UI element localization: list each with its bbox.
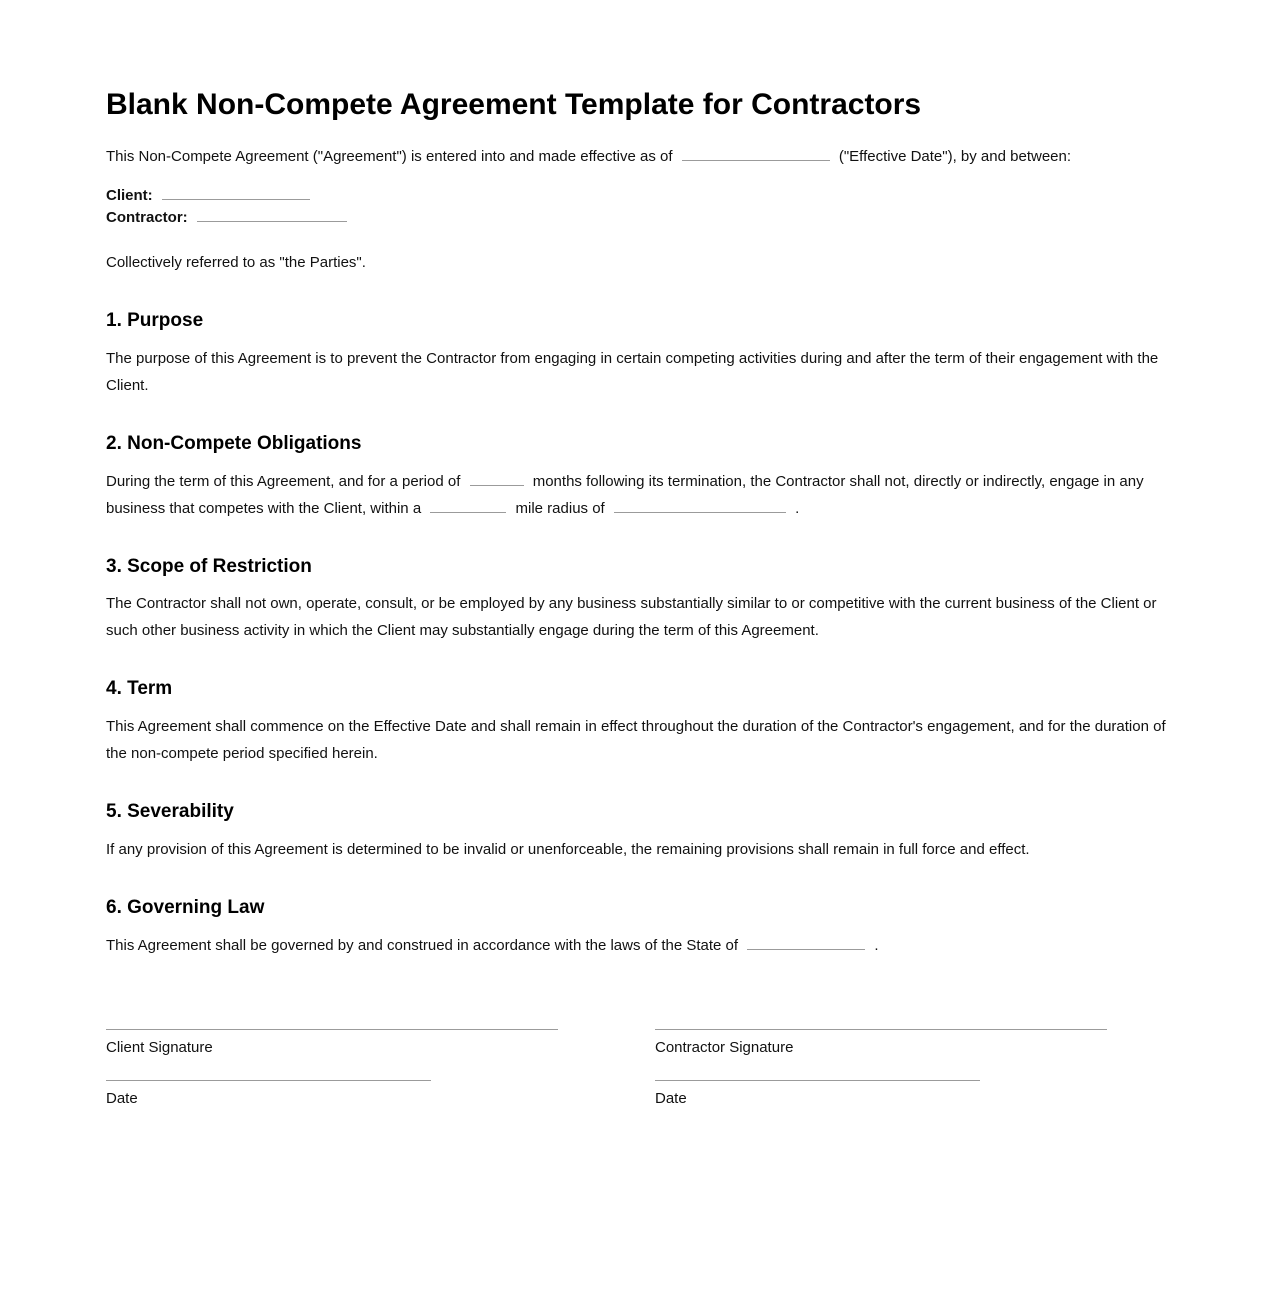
section-purpose	[106, 310, 1170, 399]
governing-law-text-1: This Agreement shall be governed by and construed in accordance with the laws of the State of	[106, 936, 739, 954]
contractor-signature-label: Contractor Signature	[655, 1038, 794, 1056]
contractor-signature-column	[655, 1029, 1107, 1112]
client-name-blank[interactable]	[162, 182, 310, 200]
scope-body: The Contractor shall not own, operate, consult, or be employed by any business substantially similar to or competitive with the current business of the Client or such other business activity in which the Client may substantially engage during the term of this Agreement.	[106, 595, 1157, 640]
purpose-heading: 1. Purpose	[106, 309, 204, 331]
intro-text-after: ("Effective Date"), by and between:	[838, 147, 1072, 165]
obligations-heading: 2. Non-Compete Obligations	[106, 432, 362, 454]
radius-blank[interactable]	[430, 495, 506, 513]
client-signature-column	[106, 1029, 558, 1112]
purpose-body: The purpose of this Agreement is to prevent the Contractor from engaging in certain competing activities during and after the term of their engagement with the Client.	[106, 349, 1159, 394]
term-heading: 4. Term	[106, 678, 173, 700]
client-signature-label: Client Signature	[106, 1038, 213, 1056]
scope-heading: 3. Scope of Restriction	[106, 555, 312, 577]
contractor-date-label: Date	[655, 1089, 687, 1107]
severability-body: If any provision of this Agreement is determined to be invalid or unenforceable, the remaining provisions shall remain in full force and effect.	[106, 841, 1030, 859]
governing-law-body	[106, 932, 1170, 959]
parties-block	[106, 182, 1170, 227]
contractor-date-line[interactable]	[655, 1080, 980, 1081]
client-signature-line[interactable]	[106, 1029, 558, 1030]
intro-text-before: This Non-Compete Agreement ("Agreement") is entered into and made effective as of	[106, 147, 673, 165]
intro-paragraph	[106, 143, 1170, 170]
governing-law-heading: 6. Governing Law	[106, 897, 265, 919]
page-title: Blank Non-Compete Agreement Template for Contractors	[106, 88, 922, 121]
obligations-body	[106, 468, 1170, 522]
effective-date-blank[interactable]	[682, 143, 830, 161]
governing-law-period: .	[874, 936, 879, 954]
contractor-signature-line[interactable]	[655, 1029, 1107, 1030]
client-date-line[interactable]	[106, 1080, 431, 1081]
signature-block	[106, 1029, 1170, 1112]
state-blank[interactable]	[747, 932, 865, 950]
location-blank[interactable]	[614, 495, 786, 513]
obligations-period: .	[795, 499, 800, 517]
section-scope	[106, 556, 1170, 645]
client-date-label: Date	[106, 1089, 138, 1107]
term-body: This Agreement shall commence on the Effective Date and shall remain in effect throughout the duration of the Contractor's engagement, and for the duration of the non-compete period specified herein.	[106, 718, 1166, 763]
severability-heading: 5. Severability	[106, 801, 234, 823]
obligations-text-2: months following its termination, the Contractor shall not, directly or indirectly, engage in any business that competes with the Client, within a	[106, 472, 1144, 517]
obligations-text-3: mile radius of	[515, 499, 605, 517]
contractor-name-blank[interactable]	[197, 204, 347, 222]
section-obligations	[106, 433, 1170, 522]
client-label: Client:	[106, 186, 153, 204]
parties-note: Collectively referred to as "the Parties".	[106, 253, 366, 271]
contractor-label: Contractor:	[106, 209, 188, 227]
months-blank[interactable]	[470, 468, 524, 486]
section-term	[106, 678, 1170, 767]
section-governing-law	[106, 897, 1170, 959]
obligations-text-1: During the term of this Agreement, and for a period of	[106, 472, 461, 490]
section-severability	[106, 801, 1170, 863]
